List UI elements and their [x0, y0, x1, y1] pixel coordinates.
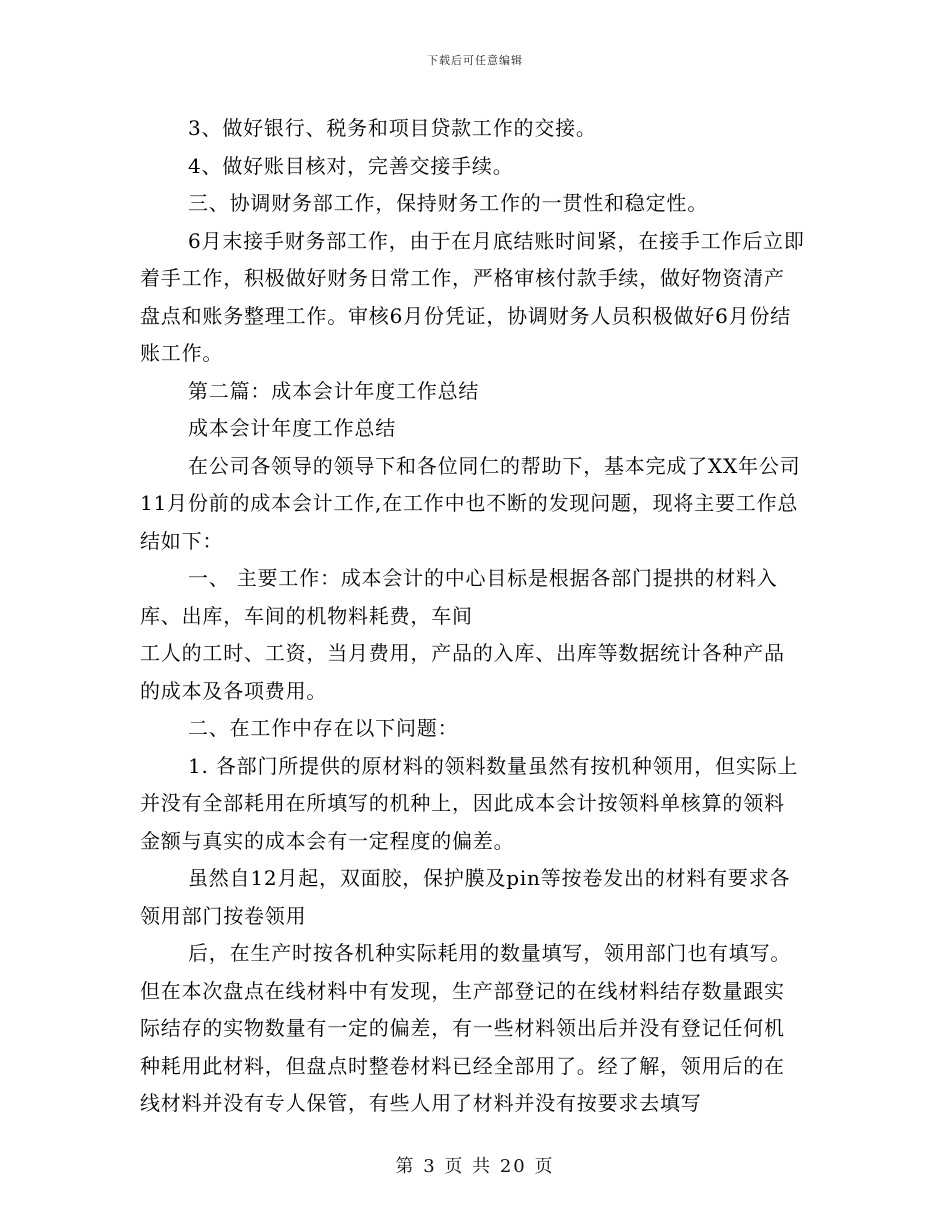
paragraph: 工人的工时、工资，当月费用，产品的入库、出库等数据统计各种产品的成本及各项费用。: [140, 641, 785, 703]
paragraph: 4、做好账目核对，完善交接手续。: [188, 153, 514, 178]
paragraph: 一、 主要工作：成本会计的中心目标是根据各部门提拱的材料入库、出库，车间的机物料耗费，车间: [140, 566, 778, 628]
paragraph: 后，在生产时按各机种实际耗用的数量填写，领用部门也有填写。但在本次盘点在线材料中有发现，生产部登记的在线材料结存数量跟实际结存的实物数量有一定的偏差，有一些材料领出后并没有登记任何机种耗用此材料，但盘点时整卷材料已经全部用了。经了解，领用后的在线材料并没有专人保管，有些人用了材料并没有按要求去填写: [140, 941, 792, 1115]
section-heading: 第二篇：成本会计年度工作总结: [188, 378, 480, 403]
paragraph: 三、协调财务部工作，保持财务工作的一贯性和稳定性。: [188, 191, 708, 215]
document-body: [140, 110, 805, 1123]
page-number: 第 3 页 共 20 页: [395, 1156, 555, 1177]
paragraph: 3、做好银行、税务和项目贷款工作的交接。: [188, 116, 597, 140]
paragraph: 6月末接手财务部工作，由于在月底结账时间紧，在接手工作后立即着手工作，积极做好财务日常工作，严格审核付款手续，做好物资清产盘点和账务整理工作。审核6月份凭证，协调财务人员积极做好6月份结账工作。: [140, 228, 805, 365]
page-header: 下载后可任意编辑: [427, 54, 523, 67]
document-title: 成本会计年度工作总结: [188, 416, 396, 440]
paragraph: 二、在工作中存在以下问题：: [188, 716, 459, 740]
paragraph: 1. 各部门所提供的原材料的领料数量虽然有按机种领用，但实际上并没有全部耗用在所填写的机种上，因此成本会计按领料单核算的领料金额与真实的成本会有一定程度的偏差。: [140, 753, 799, 853]
paragraph: 在公司各领导的领导下和各位同仁的帮助下，基本完成了XX年公司11月份前的成本会计工作,在工作中也不断的发现问题，现将主要工作总结如下：: [140, 453, 801, 553]
paragraph: 虽然自12月起，双面胶，保护膜及pin等按卷发出的材料有要求各领用部门按卷领用: [140, 866, 791, 928]
